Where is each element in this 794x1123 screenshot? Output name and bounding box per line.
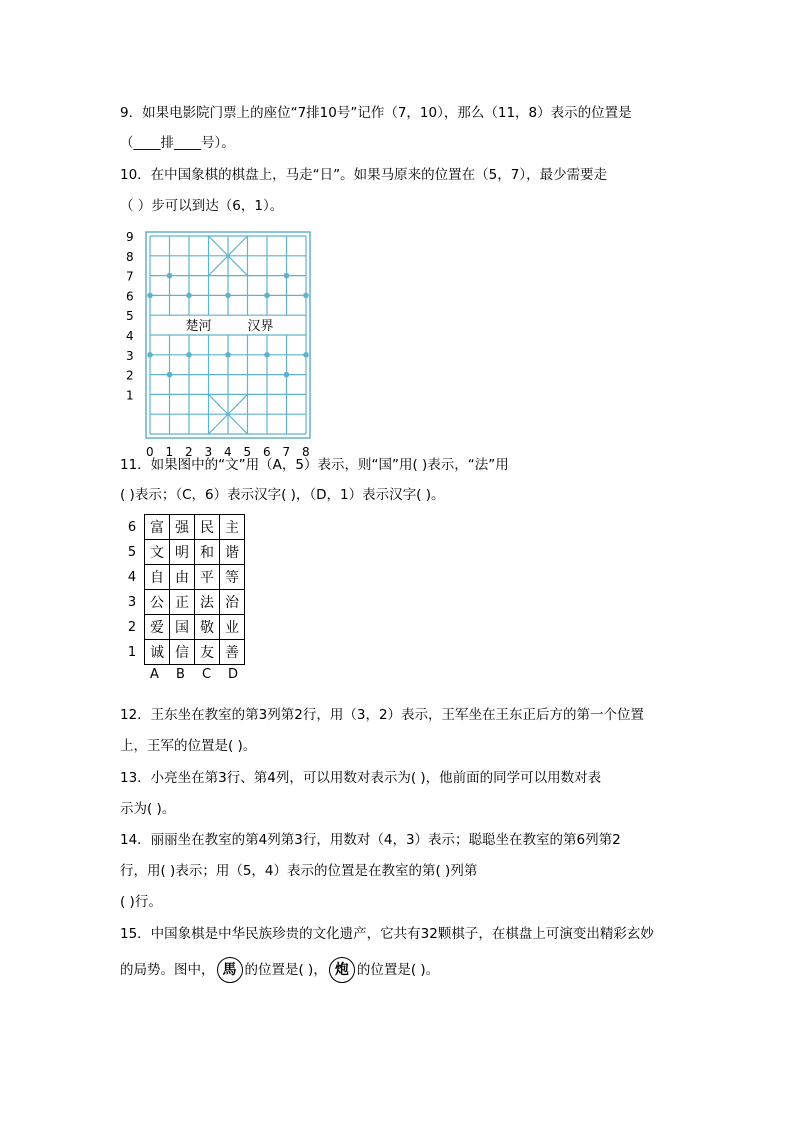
board-star-marker bbox=[186, 293, 192, 299]
grid-cell: 信 bbox=[170, 640, 195, 665]
board-star-marker bbox=[303, 293, 309, 299]
grid-cell: 谐 bbox=[220, 540, 245, 565]
column-label: C bbox=[202, 667, 212, 682]
grid-row bbox=[120, 640, 245, 665]
column-labels bbox=[120, 665, 245, 681]
x-axis-label: 4 bbox=[224, 445, 232, 459]
q15-text-c: 的位置是( )。 bbox=[356, 962, 440, 978]
q13-line2: 示为( )。 bbox=[120, 801, 176, 817]
grid-cell: 公 bbox=[145, 590, 170, 615]
chess-board bbox=[120, 228, 330, 459]
q10-line1: 10．在中国象棋的棋盘上，马走“日”。如果马原来的位置在（5，7），最少需要走 bbox=[120, 167, 608, 183]
grid-row bbox=[120, 590, 245, 615]
grid-row bbox=[120, 515, 245, 540]
y-axis-label: 1 bbox=[126, 388, 134, 403]
q15-text-a: 的局势。图中， bbox=[120, 962, 215, 978]
board-star-marker bbox=[284, 372, 290, 378]
q14-line1: 14．丽丽坐在教室的第4列第3行，用数对（4，3）表示；聪聪坐在教室的第6列第2 bbox=[120, 832, 621, 848]
q14-line3: ( )行。 bbox=[120, 894, 162, 910]
q11-line1: 11．如果图中的“文”用（A，5）表示，则“国”用( )表示，“法”用 bbox=[120, 457, 509, 473]
grid-row bbox=[120, 615, 245, 640]
grid-cell: 自 bbox=[145, 565, 170, 590]
board-star-marker bbox=[225, 352, 231, 358]
y-axis-label: 8 bbox=[126, 249, 134, 264]
x-axis-label: 2 bbox=[185, 445, 193, 459]
y-axis-label: 7 bbox=[126, 269, 134, 284]
grid-cell: 等 bbox=[220, 565, 245, 590]
character-grid bbox=[120, 514, 245, 681]
board-star-marker bbox=[225, 293, 231, 299]
x-axis-label: 7 bbox=[282, 445, 291, 459]
grid-cell: 友 bbox=[195, 640, 220, 665]
x-axis-label: 0 bbox=[146, 445, 154, 459]
q15-line2 bbox=[120, 956, 439, 984]
y-axis-label: 6 bbox=[126, 289, 134, 304]
grid-cell: 治 bbox=[220, 590, 245, 615]
river-text-right: 汉界 bbox=[247, 319, 274, 335]
grid-cell: 富 bbox=[145, 515, 170, 540]
grid-cell: 文 bbox=[145, 540, 170, 565]
q9-line1: 9．如果电影院门票上的座位“7排10号”记作（7，10），那么（11，8）表示的位置是 bbox=[120, 105, 632, 121]
horse-piece-icon: 馬 bbox=[217, 957, 243, 983]
row-label: 6 bbox=[127, 519, 137, 535]
column-label: D bbox=[228, 667, 239, 682]
board-star-marker bbox=[147, 352, 153, 358]
y-axis-label: 2 bbox=[126, 368, 134, 383]
x-axis-label: 1 bbox=[165, 445, 174, 459]
board-star-marker bbox=[264, 352, 270, 358]
character-grid-table bbox=[120, 514, 245, 665]
chess-board-svg bbox=[120, 228, 330, 459]
board-star-marker bbox=[167, 372, 173, 378]
column-label: B bbox=[176, 667, 185, 682]
board-star-marker bbox=[167, 273, 173, 279]
grid-cell: 民 bbox=[195, 515, 220, 540]
board-star-marker bbox=[284, 273, 290, 279]
row-label: 1 bbox=[127, 644, 137, 660]
y-axis-label: 4 bbox=[126, 329, 134, 343]
board-star-marker bbox=[147, 293, 153, 299]
x-axis-label: 6 bbox=[263, 445, 271, 459]
river-text-left: 楚河 bbox=[185, 319, 212, 335]
q14-line2: 行，用( )表示；用（5，4）表示的位置是在教室的第( )列第 bbox=[120, 863, 478, 879]
board-star-marker bbox=[303, 352, 309, 358]
q10-line2: （ ）步可以到达（6，1）。 bbox=[120, 198, 284, 214]
q13-line1: 13．小亮坐在第3行、第4列，可以用数对表示为( )，他前面的同学可以用数对表 bbox=[120, 770, 602, 786]
q9-line2: （____排____号）。 bbox=[120, 135, 235, 151]
q11-line2: ( )表示；（C，6）表示汉字( )，（D，1）表示汉字( )。 bbox=[120, 487, 445, 503]
x-axis-label: 3 bbox=[204, 445, 213, 459]
grid-cell: 爱 bbox=[145, 615, 170, 640]
x-axis-label: 8 bbox=[302, 445, 310, 459]
x-axis-label: 5 bbox=[243, 445, 252, 459]
board-star-marker bbox=[264, 293, 270, 299]
grid-cell: 强 bbox=[170, 515, 195, 540]
board-star-marker bbox=[186, 352, 192, 358]
q12-line1: 12．王东坐在教室的第3列第2行，用（3，2）表示，王军坐在王东正后方的第一个位置 bbox=[120, 707, 645, 723]
grid-cell: 由 bbox=[170, 565, 195, 590]
row-label: 2 bbox=[127, 619, 137, 635]
grid-cell: 业 bbox=[220, 615, 245, 640]
cannon-piece-icon: 炮 bbox=[329, 957, 355, 983]
grid-row bbox=[120, 565, 245, 590]
q12-line2: 上，王军的位置是( )。 bbox=[120, 738, 257, 754]
q15-text-b: 的位置是( )， bbox=[244, 962, 327, 978]
grid-cell: 平 bbox=[195, 565, 220, 590]
q15-line1: 15．中国象棋是中华民族珍贵的文化遗产，它共有32颗棋子，在棋盘上可演变出精彩玄妙 bbox=[120, 926, 654, 942]
grid-cell: 明 bbox=[170, 540, 195, 565]
grid-cell: 法 bbox=[195, 590, 220, 615]
grid-row bbox=[120, 540, 245, 565]
row-label: 3 bbox=[127, 594, 137, 610]
grid-cell: 诚 bbox=[145, 640, 170, 665]
row-label: 5 bbox=[127, 544, 137, 560]
y-axis-label: 9 bbox=[126, 230, 134, 244]
grid-cell: 正 bbox=[170, 590, 195, 615]
grid-cell: 国 bbox=[170, 615, 195, 640]
grid-cell: 主 bbox=[220, 515, 245, 540]
column-label: A bbox=[150, 667, 159, 682]
row-label: 4 bbox=[127, 569, 137, 585]
grid-cell: 敬 bbox=[195, 615, 220, 640]
grid-cell: 善 bbox=[220, 640, 245, 665]
y-axis-label: 5 bbox=[126, 309, 134, 324]
y-axis-label: 3 bbox=[126, 348, 134, 363]
grid-cell: 和 bbox=[195, 540, 220, 565]
